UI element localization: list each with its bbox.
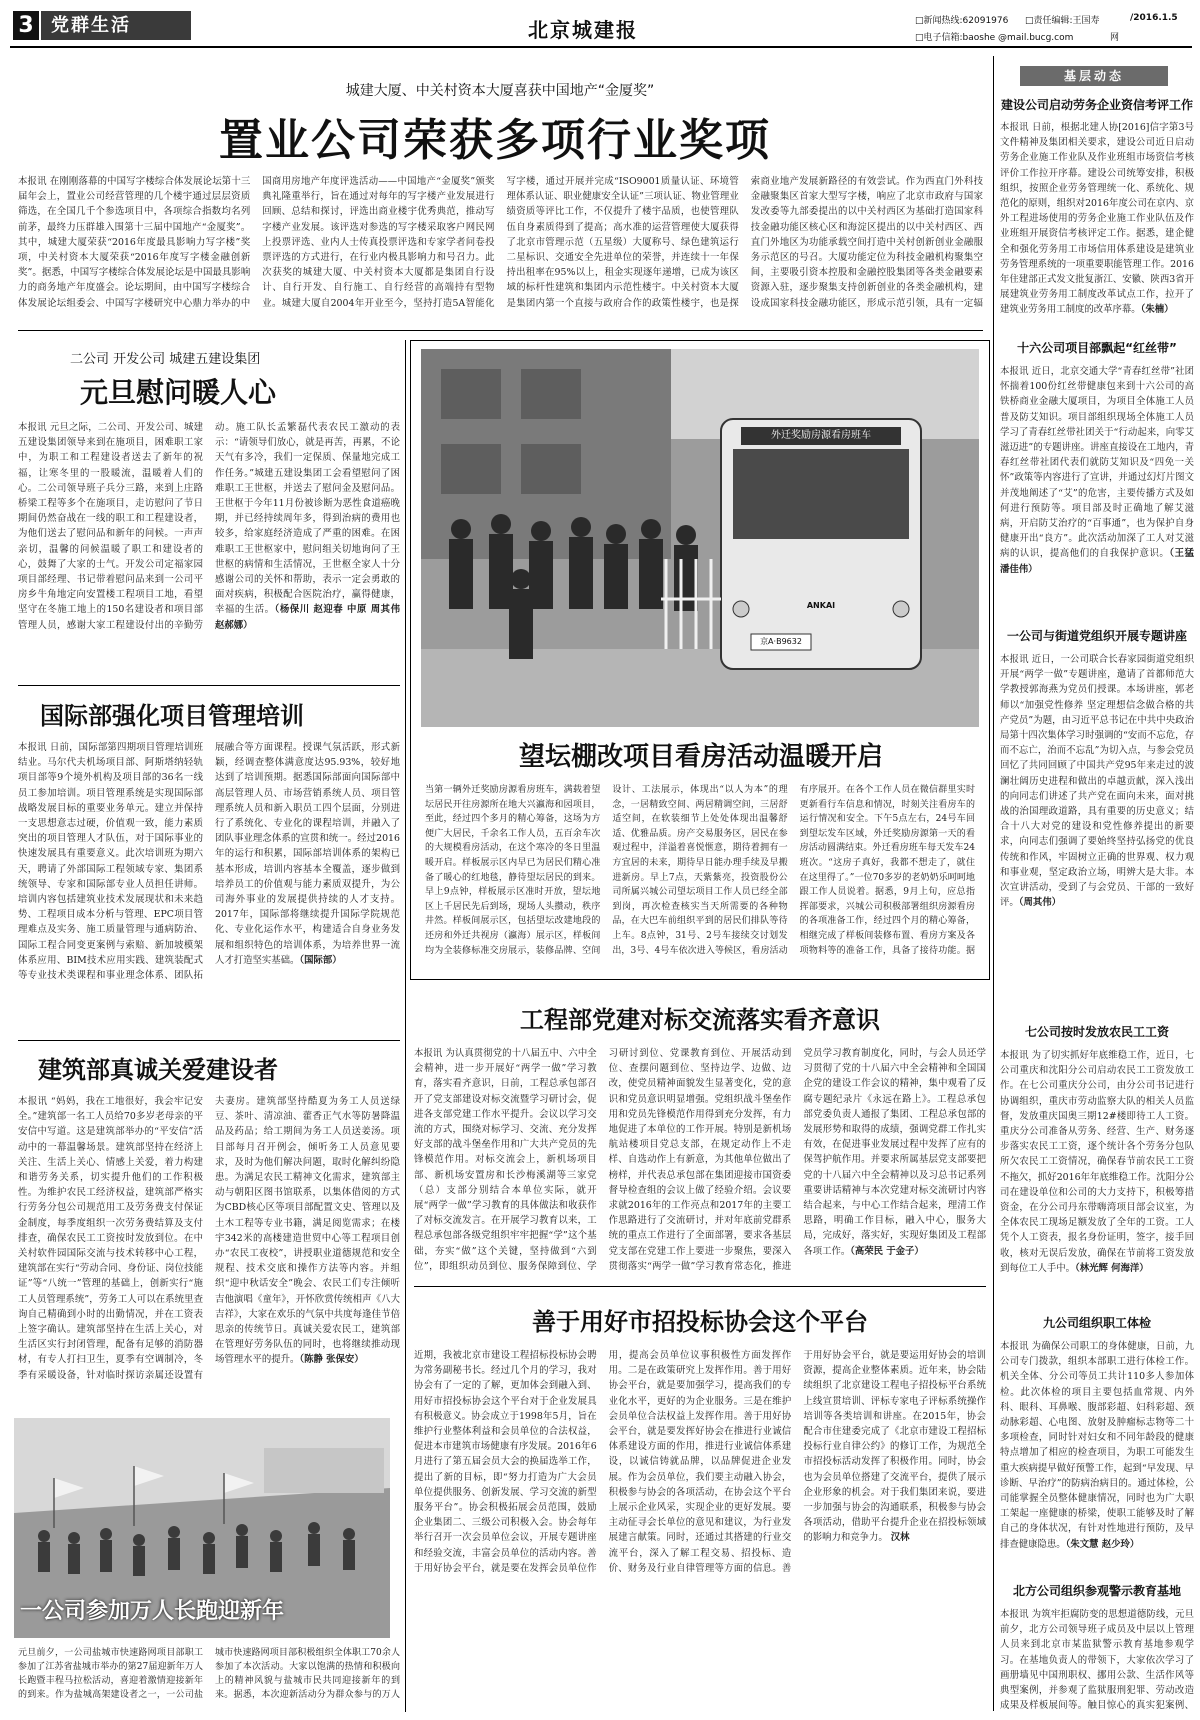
lead-title: 置业公司荣获多项行业奖项 bbox=[219, 115, 771, 160]
bus-plate: 京A·B9632 bbox=[760, 637, 802, 646]
article7-text: 本报讯 为认真贯彻党的十八届五中、六中全会精神，进一步开展好“两学一做”学习教育，落实看齐意识，日前，工程总承包部召开了党支部建设对标交流暨学习研讨会，促进各支部党建工作水平提升。会议以学习交流的方式，围绕对标学习、交流、充分发挥好支部的战斗堡垒作用和广大共产党员的先锋模范作用。对标交流会上，新机场项目部、新机场安置房和长沙梅溪湖等三家党（总）支部分别结合本单位实际，就开展“两学一做”学习教育的具体做法和收获作了对标交流发言。在开展学习教育以来，工程总承包部各级党组织牢牢把握“学”这个基础，夯实“做”这个关键，坚持做到“六到位”，即组织动员到位、服务保障到位、学习研讨到位、党课教育到位、开展活动到位、查摆问题到位、坚持边学、边做、边改，使党员精神面貌发生显著变化，党的意识和党员意识明显增强。党组织战斗堡垒作用和党员先锋模范作用得到充分发挥，有力地促进了本单位的工作开展。特别是新机场航站楼项目党总支部，在规定动作上不走样、自选动作上有新意，为其他单位做出了榜样，并代表总承包部在集团迎接市国资委督导检查组的会议上做了经验介绍。会议要求就2016年的工作亮点和2017年的主要工作思路进行了交流研讨，并对年底前党群系统的重点工作进行了全面部署，要求各基层党支部在党建工作上要进一步聚焦，要深入贯彻落实“两学一做”学习教育常态化，推进党员学习教育制度化，同时，与会人员还学习贯彻了党的十八届六中全会精神和全国国企党的建设工作会议的精神，集中观看了反腐专题纪录片《永远在路上》。工程总承包部党委负责人通报了集团、工程总承包部的发展形势和取得的成绩，强调党群工作扎实有效，在促进事业发展过程中发挥了应有的保驾护航作用。并要求所属基层党支部要把党的十八届六中全会精神以及习总书记系列重要讲话精神与本次党建对标交流研讨内容结合起来，与中心工作结合起来，理清工作思路，明确工作目标，融入中心，服务大局，完成好，落实好，实现好集团及工程部各项工作。（高荣民 于金子） bbox=[414, 1048, 986, 1272]
marathon-photo-caption: 一公司参加万人长跑迎新年 bbox=[20, 1599, 285, 1624]
header-editor: □责任编辑:王国寿 bbox=[1025, 16, 1100, 26]
header-rule bbox=[10, 46, 1192, 48]
sidebar-heading: 基层动态 bbox=[1020, 66, 1168, 86]
sidebar-text-1: 本报讯 日前，根据北建人协[2016]信字第3号文件精神及集团相关要求，建设公司近日启动劳务企业施工作业队及作业班组市场资信考核评价工作拉开序幕。建设公司统筹安排，积极组织，按照企业劳务管理统一化、系统化、规范化的原则，组织对2016年度公司在京内、京外工程进场使用的劳务企业施工作业队伍及作业班组开展资信考核评定工作。据悉，建企健全和强化劳务用工市场信用体系建设是建筑业劳务管理系统的一项重要职能管理工作。2016年住建部正式发文批复浙江、安徽、陕西3省开展建筑业劳务用工制度改革试点工作，拉开了建筑业劳务用工制度的改革序幕。（朱楠） bbox=[1000, 122, 1194, 316]
article4-text: 本报讯 “妈妈，我在工地很好，我会牢记安全。”建筑部一名工人员给70多岁老母亲的平安信中写道。这是建筑部举办的“平安信”活动中的一幕温馨场景。建筑部坚持在经济上关注、生活上关心、情感上关爱，着力构建和谐劳务关系，切实提升他们的工作积极性。为维护农民工经济权益，建筑部严格实行劳务分包公司规范用工及劳务费支付保证金制度，每季度组织一次劳务费结算及支付排查，确保农民工工资按时发放到位。在中关村软件园国际交流与技术转移中心工程，建筑部在实行“劳动合同、身份证、岗位技能证”等“八统一”管理的基础上，创新实行“施工人员管理系统”，劳务工人可以在系统里查询自己精确到小时的出勤情况，并在工资表上签字确认。建筑部坚持在生活上关心，对生活区实行封闭管理，配备有足够的消防器材，有专人打扫卫生，夏季有空调制冷，冬季有采暖设备，针对临时探访亲属还设置有夫妻房。建筑部坚持酷夏为务工人员送绿豆、茶叶、清凉油、藿香正气水等防暑降温品及药品；给工期间为务工人员送姜汤。项目部每月召开例会，倾听务工人员意见要求，及时为他们解决问题，取时化解纠纷隐患。为满足农民工精神文化需求，建筑部主动与朝阳区图书馆联系，以集体借阅的方式为CBD核心区等项目部配置文史、管理以及土木工程等专业书籍，满足阅览需求；在楼宇342米的高楼建造世贸中心等工程项目创办“农民工夜校”，讲授职业道德规范和安全规程、技术交底和操作方法等内容。并组织“迎中秋话安全”晚会、农民工们专注倾听吉他演唱《童年》，开怀欣赏传统相声《八大吉祥》，大家在欢乐的气氛中共度每逢佳节倍思亲的传统节日。真诚关爱农民工，建筑部在管理好劳务队伍的同时，也将继续推动现场管理水平的提升。（陈静 张保安） bbox=[18, 1096, 400, 1381]
feature-box bbox=[410, 340, 990, 980]
lead-text: 本报讯 在刚刚落幕的中国写字楼综合体发展论坛第十三届年会上，置业公司经营管理的几个楼宇通过层层资质筛选，在全国几千个参选项目中，各项综合指数均名列前茅，最终力压群雄入围第十三届中国地产“金厦奖”。其中，城建大厦荣获“2016年度最具影响力写字楼”奖项，中关村资本大厦荣获“2016年度写字楼金融创新奖”。据悉，中国写字楼综合体发展论坛是中国最具影响力的商务地产年度盛会。论坛期间，由中国写字楼综合体发展论坛组委会、中国写字楼研究中心鼎力举办的中国商用房地产年度评选活动——中国地产“金厦奖”颁奖典礼隆重举行，旨在通过对每年的写字楼产业发展进行回顾、总结和探讨，评选出商业楼宇优秀典范，推动写字楼产业发展。该评选对参选的写字楼采取客户网民网上投票评选、业内人士传真投票评选和专家学者问卷投票评选的方式进行，在行业内极具影响力和号召力。此次获奖的城建大厦、中关村资本大厦都是集团自行设计、自行开发、自行施工、自行经营的高端持有型物业。城建大厦自2004年开业至今，坚持打造5A智能化写字楼，通过开展并完成“ISO9001质量认证、环境管理体系认证、职业健康安全认证”三项认证、物业管理业绩资质等评比工作，不仅提升了楼宇品质，也使管理队伍自身素质得到了提高；高水准的运营管理使大厦获得了北京市管理示范（五星级）大厦称号、绿色建筑运行二星标识、交通安全先进单位的荣誉，并连续十一年保持出租率在95%以上，租金实现逐年递增，已成为该区域的标杆性建筑和集团内示范性楼宇。中关村资本大厦是集团内第一个直接与政府合作的政策性楼宇，也是探索商业地产发展新路径的有效尝试。作为西直门外科技金融聚集区首家大型写字楼，响应了北京市政府与国家发改委等九部委提出的以中关村西区为基础打造国家科技金融功能区核心区和海淀区提出的以中关村西区、西直门外地区为功能承载空间打造中关村创新创业金融服务示范区的号召。大厦功能定位为科技金融机构聚集空间，主要吸引资本控股和金融控股集团等各类金融要素资源入驻，逐步聚集支持创新创业的各类金融机构，建设成国家科技金融功能区，形成示范引领，具有一定辐 bbox=[18, 176, 983, 309]
sidebar-title-4: 七公司按时发放农民工工资 bbox=[1024, 1025, 1169, 1039]
marathon-photo bbox=[14, 1418, 390, 1638]
lead-kicker: 城建大厦、中关村资本大厦喜获中国地产“金厦奖” bbox=[345, 83, 655, 99]
article6-title: 望坛棚改项目看房活动温暖开启 bbox=[518, 742, 883, 772]
bus-sign: 外迁奖励房源看房班车 bbox=[771, 430, 871, 441]
page-header bbox=[0, 0, 1200, 46]
page-number-box: 3 bbox=[13, 11, 39, 40]
sidebar-text-2: 本报讯 近日，北京交通大学“青春红丝带”社团怀揣着100份红丝带健康包来到十六公司的高铁桥商业金融大厦项目，为项目全体施工人员普及防艾知识。项目部组织现场全体施工人员学习了青春红丝带社团关于“行动起来，向零艾滋迈进”的专题讲座。讲座直接设在工地内，青春红丝带社团代表们就防艾知识及“四免一关怀”政策等内容进行了宣讲，并通过幻灯片图文并茂地阐述了“艾”的危害，主要传播方式及如何进行预防等。项目部及时正确地了解艾滋病，开启防艾治疗的“百事通”，也为保护自身健康开出“良方”。此次活动加深了工人对艾滋病的认识，提高他们的自我保护意识。（王猛 潘佳伟） bbox=[1000, 366, 1194, 575]
article2-text: 本报讯 元旦之际，二公司、开发公司、城建五建设集团领导来到在施项目，困难职工家中，为职工和工程建设者送去了新年的祝福，让寒冬里的一股暖流，温暖着人们的心。二公司领导班子兵分三路，来到上庄路桥梁工程等多个在施项目，走访慰问了节日期间仍然奋战在一线的职工和工程建设者，为他们送去了慰问品和新年的问候。一声声亲切，温馨的问候温暖了职工和建设者的心，鼓舞了大家的士气。开发公司定福家园项目部经理、书记带着慰问品来到一公司平房乡牛角地定向安置楼工程项目工地，看望坚守在冬施工地上的150名建设者和项目部管理人员，感谢大家工程建设付出的辛勤劳动。施工队长孟繁磊代表农民工激动的表示：“请领导们放心，就是再苦，再累，不论天气有多冷，我们一定保质、保量地完成工作任务。”城建五建设集团工会看望慰问了困难职工王世枢，并送去了慰问金及慰问品。王世枢于今年11月份被诊断为恶性食道癌晚期，并已经持续周年多，得到治病的费用也较多，给家庭经济造成了严重的困难。在困难职工王世枢家中，慰问组关切地询问了王世枢的病情和生活情况，王世枢全家人十分感谢公司的关怀和帮助，表示一定会勇敢的面对疾病，积极配合医院治疗，赢得健康，幸福的生活。（杨保川 赵迎春 中原 周其伟 赵郝娜） bbox=[18, 422, 400, 631]
header-website: 网 bbox=[1110, 33, 1120, 43]
header-date: /2016.1.5 bbox=[1130, 13, 1178, 23]
bus bbox=[721, 419, 921, 669]
left-column-divider bbox=[405, 340, 406, 1712]
article2-rule bbox=[18, 685, 400, 686]
sidebar-title-2: 十六公司项目部飘起“红丝带” bbox=[1017, 341, 1177, 355]
sidebar-text-4: 本报讯 为了切实抓好年底维稳工作，近日，七公司重庆和沈阳分公司启动农民工工资发放工作。在七公司重庆分公司，由分公司书记进行协调组织，重庆市劳动监察大队的相关人员监督，发放重庆国奥三期12#楼即待工人工资。重庆分公司准备从劳务、经营、生产、财务逐步落实农民工工资，逐个统计各个劳务分包队所欠农民工工资情况，确保春节前农民工工资不拖欠，抓好2016年年底维稳工作。沈阳分公司在建设单位和公司的大力支持下，积极筹措资金，在分公司丹东带嗨湾项目部会议室，为全体农民工现场足额发放了全年的工资。工人凭个人工资表，报名身份证明，签字，接手回收，核对无误后发放，确保在节前将工资发放到每位工人手中。（林光辉 何海洋） bbox=[1000, 1050, 1194, 1274]
sidebar-title-5: 九公司组织职工体检 bbox=[1042, 1316, 1151, 1330]
lead-bottom-rule bbox=[18, 330, 983, 331]
article2-kicker: 二公司 开发公司 城建五建设集团 bbox=[70, 352, 261, 366]
sidebar-divider bbox=[993, 56, 994, 1711]
sidebar-title-1: 建设公司启动劳务企业资信考评工作 bbox=[1000, 98, 1193, 112]
header-email: □电子信箱:baoshe @mail.bucg.com bbox=[915, 33, 1074, 43]
bus-photo bbox=[421, 349, 979, 727]
sidebar-title-3: 一公司与街道党组织开展专题讲座 bbox=[1006, 629, 1187, 643]
sidebar-title-6: 北方公司组织参观警示教育基地 bbox=[1012, 1584, 1181, 1598]
article7-title: 工程部党建对标交流落实看齐意识 bbox=[520, 1006, 880, 1034]
article2-title: 元旦慰问暖人心 bbox=[80, 376, 277, 409]
article3-title: 国际部强化项目管理培训 bbox=[40, 702, 304, 730]
article8-text: 近期，我被北京市建设工程招标投标协会聘为常务副秘书长。经过几个月的学习，我对协会有了一定的了解，更加体会到融入到、用好市招投标协会这个平台对于企业发展具有积极意义。协会成立于1998年5月，旨在维护行业整体利益和会员单位的合法权益，促进本市建筑市场健康有序发展。2016年6月进行了第五届会员大会的换届选举工作，提出了新的目标，即“努力打造为广大会员单位提供服务、创新发展、学习交流的新型服务平台”。协会积极拓展会员范围，鼓励企业集团二、三级公司积极入会。协会每年举行召开一次会员单位会议，开展专题讲座和经验交流，丰富会员单位的活动内容。善于用好协会平台，就是要在发挥会员单位作用，提高会员单位议事积极性方面发挥作用。二是在政策研究上发挥作用。善于用好协会平台，就是要加强学习，提高我们的专业化水平，更好的为企业服务。三是在维护会员单位合法权益上发挥作用。善于用好协会平台，就是要发挥好协会在推进行业诚信体系建设方面的作用，推进行业诚信体系建设，以诚信铸就品牌，以品牌促进企业发展。作为会员单位，我们要主动融入协会，积极参与协会的各项活动，在协会这个平台上展示企业风采，实现企业的更好发展。要主动征寻会长单位的意见和建议，为行业发展建言献策。同时，还通过其搭建的行业交流平台，深入了解工程交易、招投标、造价、财务及行业自律管理等方面的信息。善于用好协会平台，就是要运用好协会的培训资源，提高企业整体素质。近年来，协会陆续组织了北京建设工程电子招投标平台系统上线宣贯培训、评标专家电子评标系统操作培训等各类培训和讲座。在2015年，协会配合市住建委完成了《北京市建设工程招标投标行业自律公约》的修订工作，为规范全市招投标活动发挥了积极作用。同时，协会也为会员单位搭建了交流平台，提供了展示企业形象的机会。对于我们集团来说，要进一步加强与协会的沟通联系，积极参与协会各项活动，借助平台提升企业在招投标领域的影响力和竞争力。 汉林 bbox=[414, 1350, 986, 1574]
sidebar-text-5: 本报讯 为确保公司职工的身体健康，日前，九公司专门拨款，组织本部职工进行体检工作。机关全体、分公司等员工共计110多人参加体检。此次体检的项目主要包括血常规、内外科、眼科、耳鼻喉、腹部彩超、妇科彩超、颈动脉彩超、心电图、放射及肿瘤标志物等二十多项检查，同时针对妇女和不同年龄段的健康特点增加了相应的检查项目，为职工可能发生重大疾病提早做好预警工作，起到“早发现、早诊断、早治疗”的防病治病目的。通过体检，公司能掌握全员整体健康情况，同时也为广大职工架起一座健康的桥梁，使职工能够及时了解自己的身体状况，有针对性地进行预防，及早排查健康隐患。（朱文慧 赵少玲） bbox=[1000, 1341, 1194, 1550]
section-title: 党群生活 bbox=[41, 11, 191, 40]
article3-rule bbox=[18, 1040, 400, 1041]
bus-photo-scene bbox=[421, 349, 979, 727]
masthead: 北京城建报 bbox=[528, 18, 638, 42]
article3-text: 本报讯 日前，国际部第四期项目管理培训班结业。马尔代夫机场项目部、阿斯塔纳轻轨项目部等9个境外机构及项目部的36名一线员工参加培训。项目管理系统是实现国际部战略发展目标的重要业务单元。建立并保持一支思想意志过硬，价值观一致，能力素质突出的项目管理人才队伍，对于国际事业的快速发展具有重要意义。此次培训班为期六天，聘请了外部国际工程领域专家、集团系统领导、专家和国际部专业人员担任讲师。培训内容包括建筑业技术发展现状和未来趋势、工程项目成本分析与管理、EPC项目管理难点及实务、施工质量管理与通病防治、国际工程合同变更案例与索赔、新加坡模架体系应用、BIM技术应用实践、建筑装配式等专业技术类课程和事业理念体系、团队拓展融合等方面课程。授课气氛活跃，形式新颖，经调查整体满意度达95.93%，较好地达到了培训预期。据悉国际部面向国际部中高层管理人员、市场营销系统人员、项目管理系统人员和新入职员工四个层面，分别进行了系统化、专业化的课程培训，并融入了团队事业理念体系的宣贯和统一。经过2016年的运行和积累，国际部培训体系的架构已基本形成，培训内容基本全覆盖，逐步做到培养员工的价值观与能力素质双提升，为公司海外事业的发展提供持续的人才支持。2017年，国际部将继续提升国际学院规范化、专业化运作水平，构建适合自身业务发展和组织特色的培训体系，为培养世界一流人才打造坚实基础。（国际部） bbox=[18, 742, 400, 982]
article6-text: 当第一辆外迁奖励房源看房班车，满载着望坛居民开往房源所在地大兴瀛海和园项目，至此，经过四个多月的精心筹备，这场为方便广大居民，千余名工作人员，五百余车次的大规模看房活动，在这个寒冷的冬日里温暖开启。样板展示区内早已为居民们精心准备了暖心的红地毯，静待望坛居民的到来。早上9点钟，样板展示区准时开放，望坛地区上千居民先后到场，现场人头攒动，秩序井然。样板间展示区，包括望坛改建地段的还房和外迁共视房（瀛海）展示区，样板间均为全装修标准交房展示，装修品牌、空间设计、工法展示，体现出“以人为本”的理念，一居精致空间、两居精调空间，三居舒适空间，在软装细节上处处体现出温馨舒适、优雅品质。房产交易服务区，居民在参观过程中，洋溢着喜悦惬意，期待着拥有一方宜居的未来，期待早日能办理手续及早搬进新房。早上7点，天紫紫亮，投资股份公司所属兴城公司望坛项目工作人员已经全部到岗，再次检查核实当天所需要的各种物品，在大巴车前组织平到的居民们排队等待上车。8点钟，31号、2号车接续交讨划发出，3号、4号车依次进入等候区，看房活动有序展开。在各个工作人员在微信群里实时更新看行车信息和情况，时刻关注看房车的运行情况和安全。下午5点左右，24号车回到望坛发车区域，外迁奖励房源第一天的看房活动圆满结束。外迁看房班车每天发车24班次。“这房子真好，我都不想走了，就住在这里得了。”一位70多岁的老奶奶乐呵呵地跟工作人员说着。据悉，9月上旬，应总指挥部要求，兴城公司积极部署组织房源看房的各项准备工作，经过四个月的精心筹备，相继完成了样板间装修布置、看房方案及各项物料等的准备工作，具备了接待功能。据 bbox=[425, 785, 975, 956]
bus-brand: ANKAI bbox=[806, 601, 836, 610]
sidebar-text-6: 本报讯 为筑牢拒腐防变的思想道德防线，元旦前夕，北方公司领导班子成员及中层以上管理人员来到北京市某监狱警示教育基地参观学习。在基地负责人的带领下，大家依次学习了画册墙见中国刑职权、挪用公款、生活作风等典型案例，并参观了监狱服刑犯罪、劳动改造成果及样板展间等。触目惊心的真实犯案例、 bbox=[1000, 1609, 1194, 1711]
article8-title: 善于用好市招投标协会这个平台 bbox=[532, 1308, 868, 1336]
header-hotline: □新闻热线:62091976 bbox=[915, 16, 1009, 26]
sidebar-text-3: 本报讯 近日，一公司联合长春家园街道党组织开展“两学一做”专题讲座，邀请了首都师范大学教授郭海燕为党员们授课。本场讲座，郭老师以“加强党性修养 坚定理想信念做合格的共产党员”为题，由习近平总书记在中共中央政治局第十四次集体学习时强调的“安而不忘危，存而不忘亡，治而不忘乱”为切入点，与参会党员回忆了共同回顾了中国共产党95年来走过的波澜壮阔历史进程和做出的卓越贡献，深入浅出的向同志们讲述了共产党在面向未来，面对挑战的治国理政道路，具有重要的历史意义；结合十八大对党的建设和党性修养提出的新要求，向同志们强调了要始终坚持弘扬党的优良传统和作风，牢固树立正确的世界观、权力观和事业观，坚定政治立场，明辨大是大非。本次宣讲活动，受到了与会党员、干部的一致好评。（周其伟） bbox=[1000, 654, 1194, 909]
article7-rule bbox=[414, 1286, 986, 1287]
article5-text: 元旦前夕，一公司盐城市快速路网项目部职工参加了江苏省盐城市举办的第27届迎新年万人长跑暨丰程马拉松活动，喜迎着激情迎接新年的到来。作为盐城高架建设者之一，一公司盐城市快速路网项目部积极组织全体职工70余人参加了本次活动。大家以饱满的热情和积极向上的精神风貌与盐城市民共同迎接新年的到来。据悉，本次迎新活动分为群众参与的万人 bbox=[18, 1648, 400, 1700]
article4-title: 建筑部真诚关爱建设者 bbox=[38, 1056, 278, 1084]
